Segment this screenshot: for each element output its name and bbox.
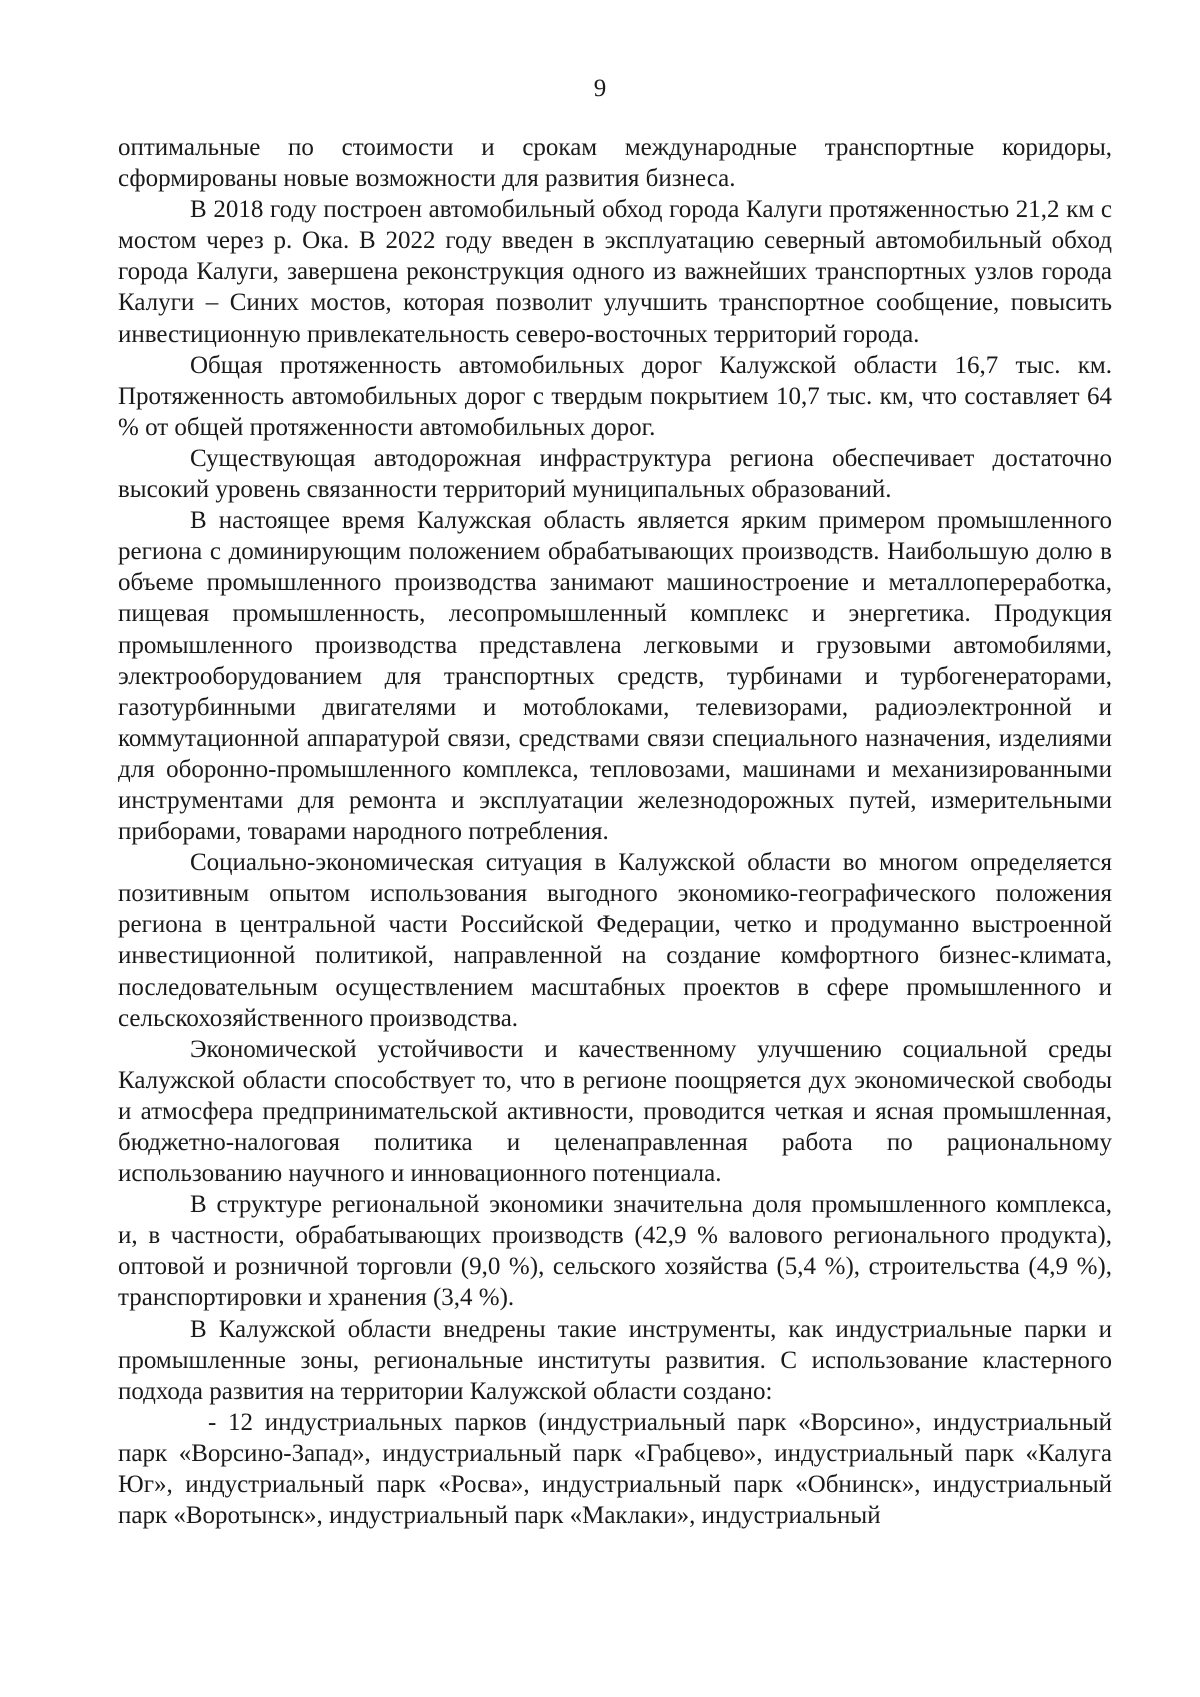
paragraph-kaluga-bypass: В 2018 году построен автомобильный обход города Калуги протяженностью 21,2 км с мостом через р. Ока. В 2022 году введен в эксплуатацию северный автомобильный обход города Калуги, завершена реконструкция одного из важнейших транспортных узлов города Калуги – Синих мостов, которая позволит улучшить транспортное сообщение, повысить инвестиционную привлекательность северо-восточных территорий города. (118, 196, 1112, 348)
paragraph-socio-economic: Социально-экономическая ситуация в Калужской области во многом определяется позитивным опытом использования выгодного экономико-географического положения региона в центральной части Российской Федерации, четко и продуманно выстроенной инвестиционной политикой, направленной на создание комфортного бизнес-климата, последовательным осуществлением масштабных проектов в сфере промышленного и сельскохозяйственного производства. (118, 849, 1112, 1032)
page-number: 9 (593, 75, 607, 102)
paragraph-industry: В настоящее время Калужская область является ярким примером промышленного региона с доминирующим положением обрабатывающих производств. Наибольшую долю в объеме промышленного производства занимают машиностроение и металлопереработка, пищевая промышленность, лесопромышленный комплекс и энергетика. Продукция промышленного производства представлена легковыми и грузовыми автомобилями, электрооборудованием для транспортных средств, турбинами и турбогенераторами, газотурбинными двигателями и мотоблоками, телевизорами, радиоэлектронной и коммутационной аппаратурой связи, средствами связи специального назначения, изделиями для оборонно-промышленного комплекса, тепловозами, машинами и механизированными инструментами для ремонта и эксплуатации железнодорожных путей, измерительными приборами, товарами народного потребления. (118, 507, 1112, 846)
document-body (118, 132, 1112, 1531)
paragraph-road-length: Общая протяженность автомобильных дорог Калужской области 16,7 тыс. км. Протяженность автомобильных дорог с твердым покрытием 10,7 тыс. км, что составляет 64 % от общей протяженности автомобильных дорог. (118, 351, 1112, 441)
list-item-industrial-parks: - 12 индустриальных парков (индустриальный парк «Ворсино», индустриальный парк «Ворсино-Запад», индустриальный парк «Грабцево», индустриальный парк «Калуга Юг», индустриальный парк «Росва», индустриальный парк «Обнинск», индустриальный парк «Воротынск», индустриальный парк «Маклаки», индустриальный (118, 1408, 1112, 1530)
paragraph-industrial-tools: В Калужской области внедрены такие инструменты, как индустриальные парки и промышленные зоны, региональные институты развития. С использование кластерного подхода развития на территории Калужской области создано: (118, 1315, 1112, 1405)
paragraph-road-infrastructure: Существующая автодорожная инфраструктура региона обеспечивает достаточно высокий уровень связанности территорий муниципальных образований. (118, 444, 1112, 504)
paragraph-continuation: оптимальные по стоимости и срокам международные транспортные коридоры, сформированы новые возможности для развития бизнеса. (118, 134, 1112, 193)
paragraph-economic-stability: Экономической устойчивости и качественному улучшению социальной среды Калужской области способствует то, что в регионе поощряется дух экономической свободы и атмосфера предпринимательской активности, проводится четкая и ясная промышленная, бюджетно-налоговая политика и целенаправленная работа по рациональному использованию научного и инновационного потенциала. (118, 1035, 1112, 1188)
paragraph-economy-structure: В структуре региональной экономики значительна доля промышленного комплекса, и, в частности, обрабатывающих производств (42,9 % валового регионального продукта), оптовой и розничной торговли (9,0 %), сельского хозяйства (5,4 %), строительства (4,9 %), транспортировки и хранения (3,4 %). (118, 1191, 1112, 1312)
